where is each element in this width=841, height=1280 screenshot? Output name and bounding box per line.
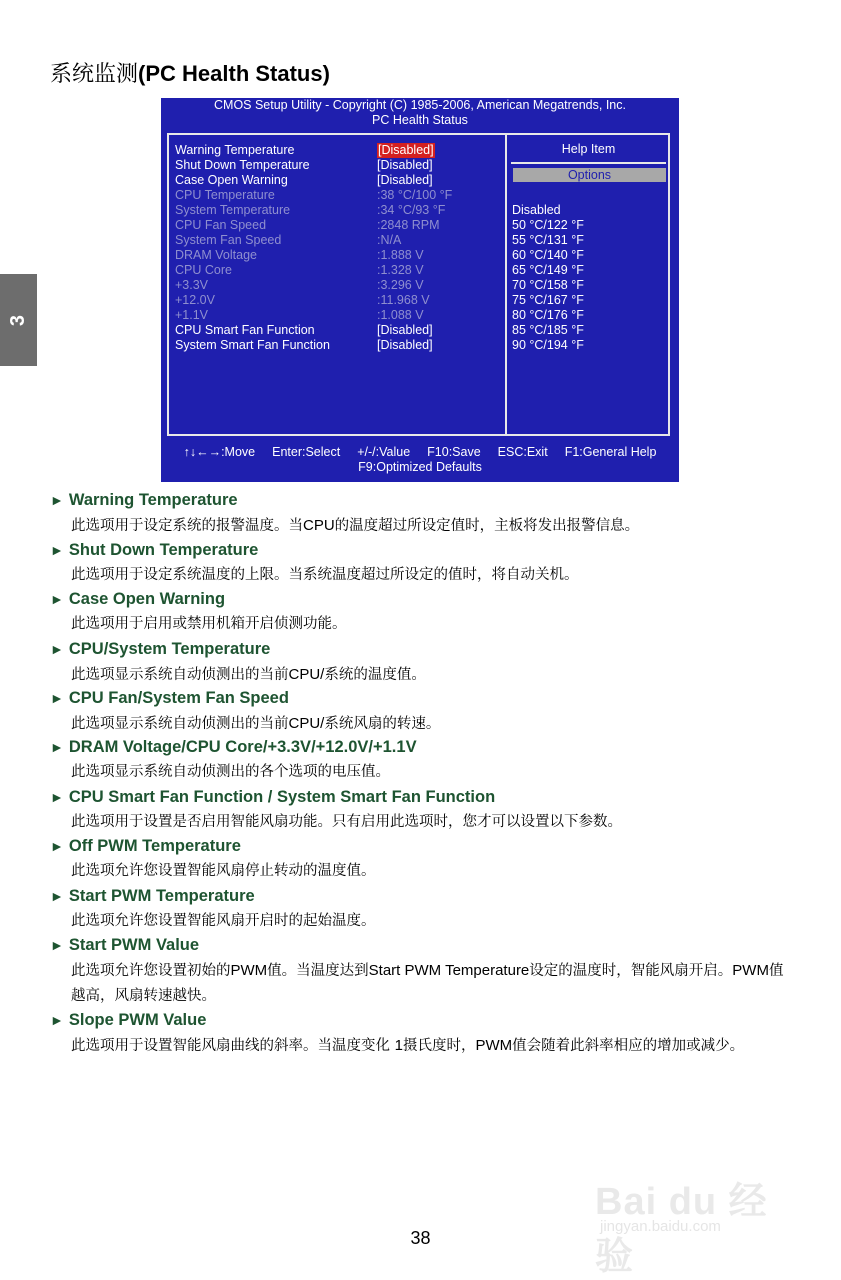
help-item-title: Help Item: [561, 142, 616, 156]
option-item: 85 °C/185 °F: [512, 323, 584, 337]
bios-setting-label: System Smart Fan Function: [175, 338, 330, 352]
description-section: [50, 539, 790, 588]
bullet-triangle-icon: ►: [50, 591, 64, 607]
section-body-text: 此选项用于设定系统的报警温度。当: [71, 518, 303, 534]
section-body-text: 系统风扇的转速。: [324, 716, 441, 732]
bullet-triangle-icon: ►: [50, 789, 64, 805]
option-item: 60 °C/140 °F: [512, 248, 584, 262]
bullet-triangle-icon: ►: [50, 641, 64, 657]
section-body-text: Start PWM Temperature: [368, 962, 530, 979]
option-item: 90 °C/194 °F: [512, 338, 584, 352]
bios-setting-label: CPU Smart Fan Function: [175, 323, 315, 337]
footer-defaults-hint: F9:Optimized Defaults: [358, 460, 482, 474]
section-body-text: CPU/: [288, 715, 325, 732]
section-heading-text: DRAM Voltage/CPU Core/+3.3V/+12.0V/+1.1V: [68, 738, 417, 756]
bios-setting-label: CPU Fan Speed: [175, 218, 267, 232]
section-body-text: 此选项显示系统自动侦测出的当前: [71, 667, 289, 683]
section-heading-text: Start PWM Temperature: [68, 887, 255, 905]
bullet-triangle-icon: ►: [50, 888, 64, 904]
section-heading: [50, 588, 790, 610]
section-body-text: 此选项用于设置智能风扇曲线的斜率。当温度变化: [71, 1038, 395, 1054]
footer-value-hint: +/-/:Value: [357, 445, 411, 459]
option-item: 55 °C/131 °F: [512, 233, 584, 247]
section-body: [71, 810, 786, 835]
bios-setting-value: :2848 RPM: [377, 218, 440, 232]
section-body: [71, 513, 786, 539]
section-heading-text: Slope PWM Value: [68, 1011, 207, 1029]
bios-setting-label: DRAM Voltage: [175, 248, 257, 262]
section-body-text: CPU: [303, 517, 335, 534]
section-heading-text: CPU Smart Fan Function / System Smart Fan Function: [68, 788, 496, 806]
footer-move-hint: ↑↓←→:Move: [183, 445, 256, 459]
bullet-triangle-icon: ►: [50, 1012, 64, 1028]
section-body: [71, 859, 786, 884]
section-heading-text: CPU/System Temperature: [68, 640, 271, 658]
bios-header-screen-title: PC Health Status: [372, 113, 468, 127]
page-title: [50, 57, 330, 88]
bios-setting-value: :N/A: [377, 233, 402, 247]
section-body: [71, 563, 786, 588]
page-title-cn: 系统监测: [50, 62, 139, 87]
section-body-text: 此选项用于设置是否启用智能风扇功能。只有启用此选项时，您才可以设置以下参数。: [71, 814, 622, 830]
bios-setting-label: System Temperature: [175, 203, 291, 217]
option-item: 65 °C/149 °F: [512, 263, 584, 277]
bullet-triangle-icon: ►: [50, 937, 64, 953]
bios-footer: [161, 445, 679, 475]
bullet-triangle-icon: ►: [50, 838, 64, 854]
section-body-text: 值。当温度达到: [267, 963, 369, 979]
description-section: [50, 736, 790, 785]
description-section: [50, 786, 790, 835]
section-body: [71, 958, 786, 1009]
options-header: Options: [513, 168, 666, 182]
section-body-text: PWM: [732, 962, 769, 979]
section-heading: [50, 539, 790, 561]
section-body-text: 值会随着此斜率相应的增加或减少。: [512, 1038, 745, 1054]
section-heading: [50, 835, 790, 857]
section-body: [71, 662, 786, 688]
bullet-triangle-icon: ►: [50, 492, 64, 508]
bios-screen: [161, 98, 679, 482]
option-item: 80 °C/176 °F: [512, 308, 584, 322]
page-title-en: (PC Health Status): [138, 61, 330, 86]
description-section: [50, 687, 790, 737]
section-body: [71, 760, 786, 785]
bios-setting-label: Case Open Warning: [175, 173, 288, 187]
bios-setting-label: CPU Core: [175, 263, 232, 277]
bios-setting-label: CPU Temperature: [175, 188, 275, 202]
section-heading: [50, 1009, 790, 1031]
section-body: [71, 909, 786, 934]
help-separator: [511, 162, 666, 164]
bios-header: [161, 98, 679, 128]
bios-setting-value: :11.968 V: [377, 293, 430, 307]
option-item: 75 °C/167 °F: [512, 293, 584, 307]
section-body-text: 此选项显示系统自动侦测出的当前: [71, 716, 289, 732]
bios-setting-value: :1.888 V: [377, 248, 424, 262]
bios-setting-label: +12.0V: [175, 293, 215, 307]
section-heading: [50, 934, 790, 956]
section-body-text: 此选项用于启用或禁用机箱开启侦测功能。: [71, 616, 347, 632]
section-heading: [50, 786, 790, 808]
bios-setting-value: :3.296 V: [377, 278, 424, 292]
bullet-triangle-icon: ►: [50, 739, 64, 755]
bios-header-copyright: CMOS Setup Utility - Copyright (C) 1985-2006, American Megatrends, Inc.: [214, 98, 626, 112]
bios-setting-value: :38 °C/100 °F: [377, 188, 453, 202]
bios-setting-value: :1.328 V: [377, 263, 424, 277]
section-body-text: PWM: [230, 962, 268, 979]
section-heading: [50, 885, 790, 907]
watermark-url: jingyan.baidu.com: [600, 1218, 721, 1235]
section-heading-text: Start PWM Value: [68, 936, 200, 954]
bios-setting-value[interactable]: [Disabled]: [377, 338, 433, 352]
bios-setting-value: :1.088 V: [377, 308, 424, 322]
watermark-logo: Bai du 经验: [595, 1181, 768, 1278]
section-body-text: 的温度超过所设定值时，主板将发出报警信息。: [334, 518, 640, 534]
section-heading: [50, 687, 790, 709]
bios-divider: [505, 135, 507, 434]
section-heading: [50, 489, 790, 511]
page-number: 38: [410, 1228, 431, 1248]
chapter-number: 3: [7, 314, 29, 326]
section-body-text: 摄氏度时，: [402, 1038, 476, 1054]
description-section: [50, 638, 790, 688]
section-body-text: 此选项用于设定系统温度的上限。当系统温度超过所设定的值时，将自动关机。: [71, 567, 579, 583]
footer-help-hint: F1:General Help: [564, 445, 657, 459]
section-body-text: PWM: [475, 1037, 513, 1054]
section-body-text: CPU/: [288, 666, 325, 683]
option-item: 50 °C/122 °F: [512, 218, 584, 232]
section-heading: [50, 736, 790, 758]
description-section: [50, 885, 790, 934]
option-item: 70 °C/158 °F: [512, 278, 584, 292]
section-heading-text: CPU Fan/System Fan Speed: [68, 689, 289, 707]
description-section: [50, 588, 790, 637]
section-heading-text: Case Open Warning: [68, 590, 226, 608]
bios-setting-value[interactable]: [Disabled]: [377, 173, 433, 187]
footer-select-hint: Enter:Select: [272, 445, 341, 459]
footer-exit-hint: ESC:Exit: [497, 445, 548, 459]
description-section: [50, 1009, 790, 1059]
bios-setting-value[interactable]: [Disabled]: [377, 158, 433, 172]
section-body-text: 系统的温度值。: [324, 667, 426, 683]
description-section: [50, 835, 790, 884]
section-heading-text: Warning Temperature: [68, 491, 238, 509]
section-body-text: 此选项允许您设置智能风扇停止转动的温度值。: [71, 863, 376, 879]
section-body-text: 设定的温度时，智能风扇开启。: [529, 963, 733, 979]
section-heading-text: Shut Down Temperature: [68, 541, 259, 559]
bios-setting-label: +3.3V: [175, 278, 209, 292]
bios-setting-value[interactable]: [Disabled]: [377, 323, 433, 337]
section-heading-text: Off PWM Temperature: [68, 837, 241, 855]
bios-setting-value: :34 °C/93 °F: [377, 203, 446, 217]
section-body-text: 值越高，风扇转速越快。: [71, 963, 784, 1004]
chapter-tab: [0, 274, 37, 366]
footer-save-hint: F10:Save: [427, 445, 481, 459]
bullet-triangle-icon: ►: [50, 542, 64, 558]
bios-setting-label: Shut Down Temperature: [175, 158, 310, 172]
bios-setting-label: Warning Temperature: [175, 143, 295, 157]
section-body-text: 1: [394, 1037, 403, 1054]
section-body-text: 此选项允许您设置智能风扇开启时的起始温度。: [71, 913, 376, 929]
section-heading: [50, 638, 790, 660]
section-body: [71, 1033, 786, 1059]
section-body-text: 此选项允许您设置初始的: [71, 963, 231, 979]
bullet-triangle-icon: ►: [50, 690, 64, 706]
section-body-text: 此选项显示系统自动侦测出的各个选项的电压值。: [71, 764, 390, 780]
bios-frame: [167, 133, 670, 436]
section-body: [71, 711, 786, 737]
description-section: [50, 934, 790, 1009]
section-body: [71, 612, 786, 637]
bios-setting-label: +1.1V: [175, 308, 209, 322]
bios-setting-value[interactable]: [Disabled]: [378, 143, 434, 157]
description-section: [50, 489, 790, 539]
bios-setting-label: System Fan Speed: [175, 233, 282, 247]
option-item: Disabled: [512, 203, 561, 217]
